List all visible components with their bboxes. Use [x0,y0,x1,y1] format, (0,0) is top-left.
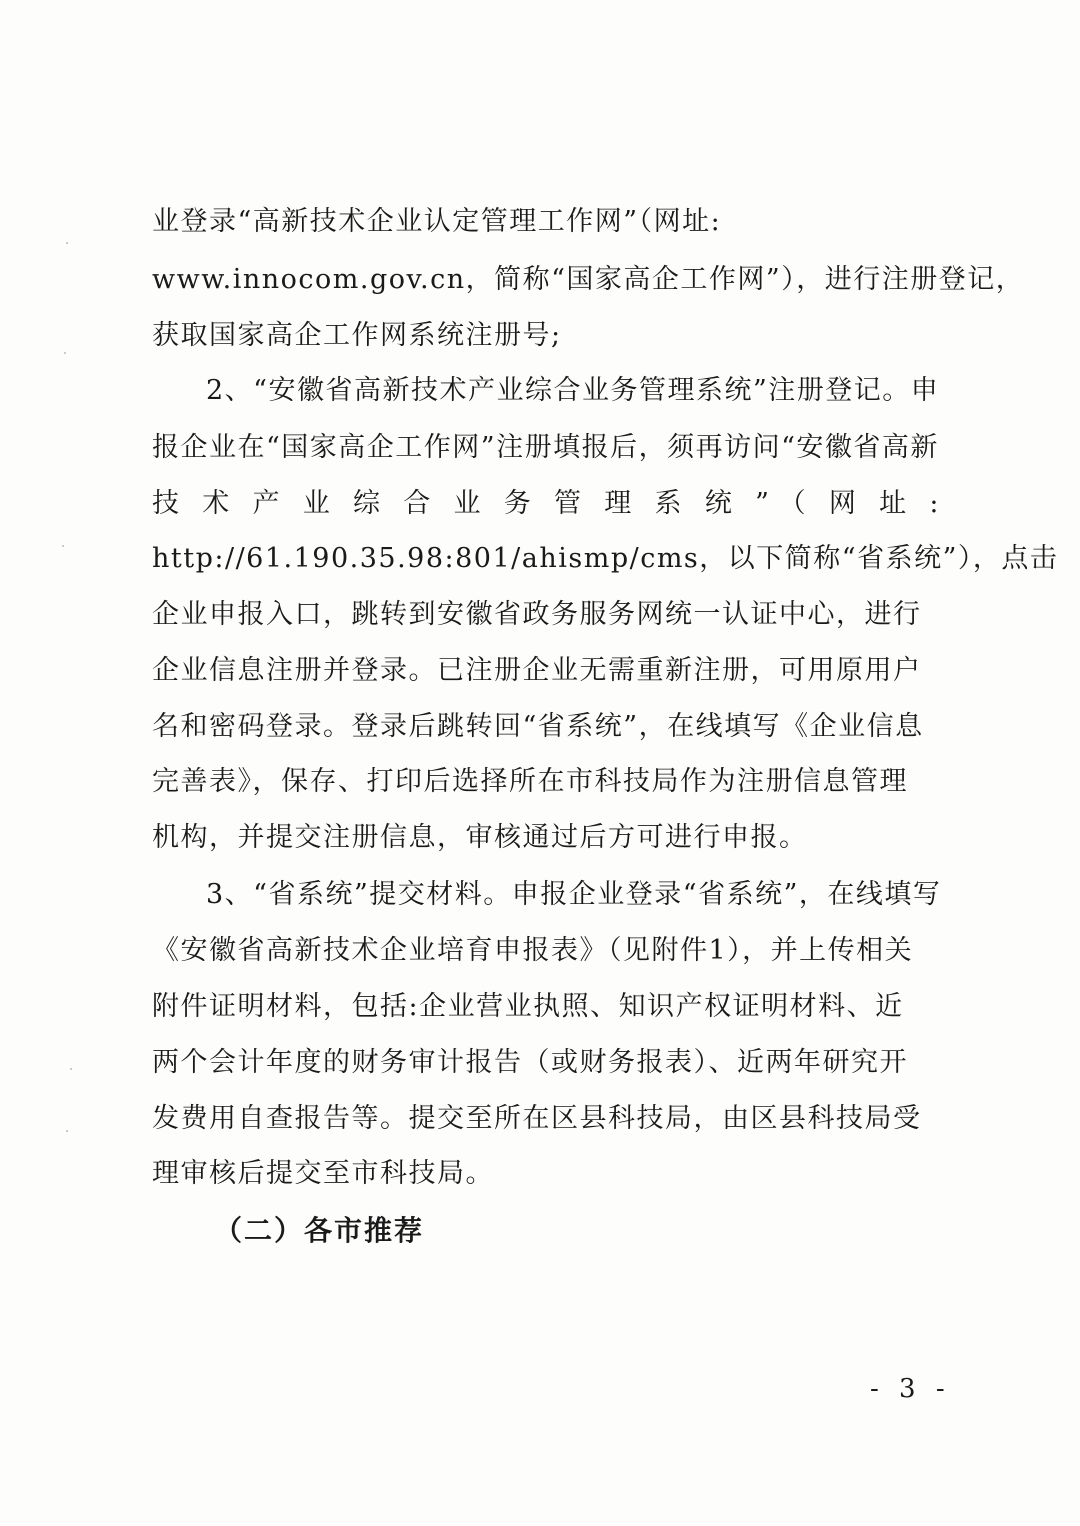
text-line: 企业信息注册并登录。已注册企业无需重新注册，可用原用户 [152,655,922,686]
section-heading: （二）各市推荐 [214,1214,425,1247]
text-line: 理审核后提交至市科技局。 [152,1158,494,1189]
text-line: 2、“安徽省高新技术产业综合业务管理系统”注册登记。申 [206,375,940,406]
text-line: http://61.190.35.98:801/ahismp/cms，以下简称“省系统”），点击 [152,543,1059,574]
page-number: - 3 - [870,1374,951,1404]
scan-speck [62,545,64,547]
text-line: 技术产业综合业务管理系统”（网址: [152,488,940,519]
scan-speck [70,1068,72,1070]
text-line: 《安徽省高新技术企业培育申报表》（见附件1），并上传相关 [152,935,914,966]
text-line: 报企业在“国家高企工作网”注册填报后，须再访问“安徽省高新 [152,432,939,463]
text-line: 3、“省系统”提交材料。申报企业登录“省系统”，在线填写 [206,879,942,910]
scan-speck [66,242,68,244]
text-line: 名和密码登录。登录后跳转回“省系统”，在线填写《企业信息 [152,711,924,742]
text-line: www.innocom.gov.cn，简称“国家高企工作网”），进行注册登记， [152,264,1025,295]
text-line: 企业申报入口，跳转到安徽省政务服务网统一认证中心，进行 [152,599,922,630]
text-line: 附件证明材料，包括:企业营业执照、知识产权证明材料、近 [152,991,904,1022]
text-line: 机构，并提交注册信息，审核通过后方可进行申报。 [152,822,808,853]
text-line: 完善表》，保存、打印后选择所在市科技局作为注册信息管理 [152,766,908,797]
scan-speck [64,352,66,354]
text-line: 发费用自查报告等。提交至所在区县科技局，由区县科技局受 [152,1103,922,1134]
scan-speck [66,1130,68,1132]
text-line: 两个会计年度的财务审计报告（或财务报表）、近两年研究开 [152,1047,908,1078]
text-line: 业登录“高新技术企业认定管理工作网”（网址: [152,206,722,237]
text-line: 获取国家高企工作网系统注册号; [152,320,562,351]
